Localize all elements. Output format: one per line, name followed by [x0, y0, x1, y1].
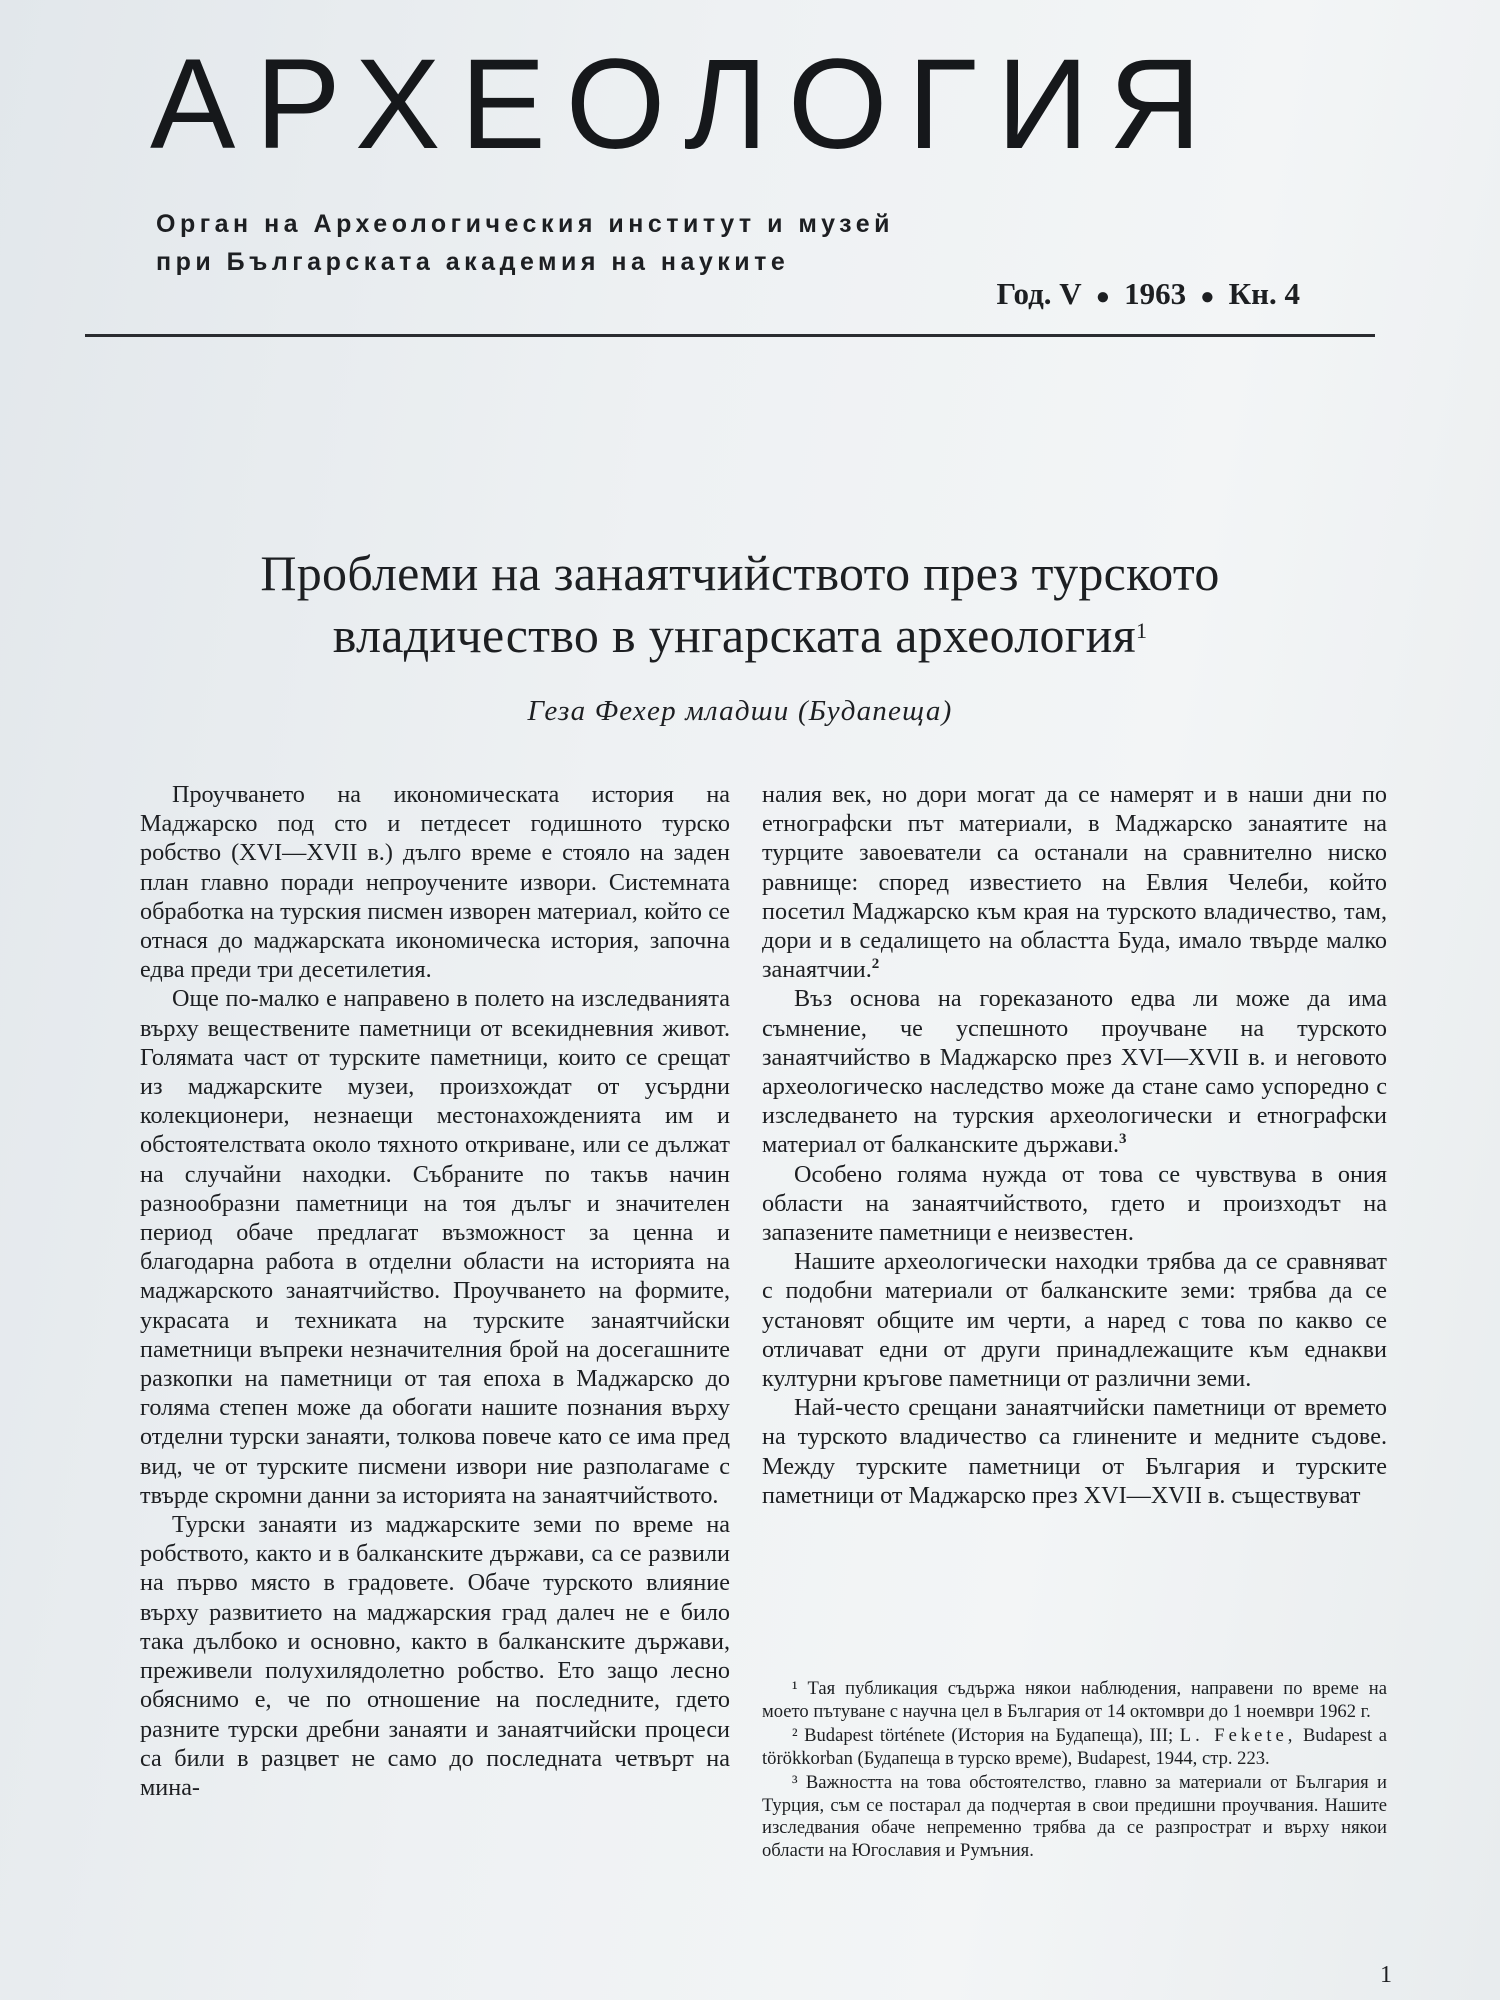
page-number: 1: [1380, 1962, 1392, 1988]
subtitle-line-1: Орган на Археологическия институт и музей: [156, 210, 895, 238]
footnotes: [762, 1678, 1387, 1864]
paragraph: Въз основа на гореказаното едва ли може да има съмнение, че успешното проучване на турското занаятчийство в Маджарско през XVI—XVII в. и неговото археологическо наследство може да стане само успоредно с изследването на турския археологически и етнографски материал от балканските държави.$^3$: [762, 985, 1387, 1159]
subtitle-line-2: при Българската академия на науките: [156, 248, 790, 276]
paragraph: Най-често срещани занаятчийски паметници от времето на турското владичество са глинените и медните съдове. Между турските паметници от България и турските паметници от Маджарско през XVI—XVII в. съществуват: [762, 1394, 1387, 1509]
article-author: Геза Фехер младши (Будапеща): [527, 695, 953, 727]
article-title-line-2: владичество в унгарската археология: [332, 607, 1136, 663]
issue-info: [996, 276, 1300, 312]
journal-subtitle: [156, 205, 894, 281]
volume: Год. V: [996, 276, 1082, 311]
issue-number: Кн. 4: [1228, 276, 1300, 311]
footnote-ref: 3: [1119, 1131, 1127, 1148]
bullet-separator: ●: [1200, 284, 1215, 310]
title-footnote-mark: 1: [1135, 618, 1148, 643]
paragraph: Проучването на икономическата история на Маджарско под сто и петдесет годишното турско робство (XVI—XVII в.) дълго време е стояло на заден план главно поради непроучените извори. Системната обработка на турския писмен изворен материал, който се отнася до маджарската икономическа история, започна едва преди три десетилетия.: [140, 781, 730, 984]
article-title-line-1: Проблеми на занаятчийството през турското: [260, 545, 1220, 601]
journal-title: АРХЕОЛОГИЯ: [150, 33, 1222, 176]
body-column-right: [762, 780, 1387, 1510]
footnote-1: ¹ Тая публикация съдържа някои наблюдения, направени по време на моето пътуване с научна цел в България от 14 октомври до 1 ноември 1962 г.: [762, 1678, 1387, 1722]
paragraph: Нашите археологически находки трябва да се сравняват с подобни материали от балканските земи: трябва да се установят общите им черти, а наред с това по какво се отличават едни от други принадлежащите към еднакви културни кръгове паметници от различни земи.: [762, 1248, 1387, 1393]
year: 1963: [1124, 276, 1187, 311]
bullet-separator: ●: [1095, 284, 1111, 310]
paragraph: Особено голяма нужда от това се чувствува в ония области на занаятчийството, гдето и произходът на запазените паметници е неизвестен.: [762, 1160, 1387, 1247]
footnote-3: ³ Важността на това обстоятелство, главно за материали от България и Турция, съм се постарал да подчертая в свои предишни проучвания. Нашите изследвания обаче непременно трябва да се разпрострат и върху някои области на Югославия и Румъния.: [762, 1772, 1387, 1861]
paragraph: Още по-малко е направено в полето на изследванията върху веществените паметници от всекидневния живот. Голямата част от турските паметници, които се срещат из маджарските музеи, произхождат от усърдни колекционери, незнаещи местонахожденията им и обстоятелствата около тяхното откриване, или се дължат на случайни находки. Събраните по такъв начин разнообразни паметници на тоя дълъг и значителен период обаче предлагат възможност за ценна и благодарна работа в отделни области на историята на маджарското занаятчийство. Проучването на формите, украсата и техниката на турските занаятчийски паметници въпреки незначителния брой на досегашните разкопки на паметници от тая епоха в Маджарско до голяма степен може да обогати нашите познания върху отделни турски занаяти, толкова повече като се има пред вид, че от турските писмени извори ние разполагаме с твърде скромни данни за историята на занаятчийството.: [140, 985, 730, 1509]
footnote-2: ² Budapest története (История на Будапеща), III; L. Fekete, Budapest a törökkorban (Будапеща в турско време), Budapest, 1944, стр. 223.: [762, 1725, 1387, 1769]
body-column-left: [140, 780, 730, 1802]
footnote-ref: 2: [871, 956, 880, 973]
paragraph: Турски занаяти из маджарските земи по време на робството, както и в балканските държави, са се развили на първо място в градовете. Обаче турското влияние върху развитието на маджарския град далеч не е било така дълбоко и основно, както в балканските държави, преживели полухилядолетно робство. Ето защо лесно обяснимо е, че по отношение на последните, гдето разните турски дребни занаяти и занаятчийски процеси са били в разцвет не само до последната четвърт на мина-: [140, 1511, 730, 1801]
header-rule: [85, 334, 1375, 337]
footnote-author: L. Fekete,: [1179, 1725, 1297, 1746]
article-title: [150, 542, 1330, 666]
paragraph-continuation: налия век, но дори могат да се намерят и в наши дни по етнографски път материали, в Маджарско занаятите на турците завоеватели са останали на сравнително ниско равнище: според известието на Евлия Челеби, който посетил Маджарско към края на турското владичество, там, дори и в седалището на областта Буда, имало твърде малко занаятчии.$^2$: [762, 781, 1387, 984]
